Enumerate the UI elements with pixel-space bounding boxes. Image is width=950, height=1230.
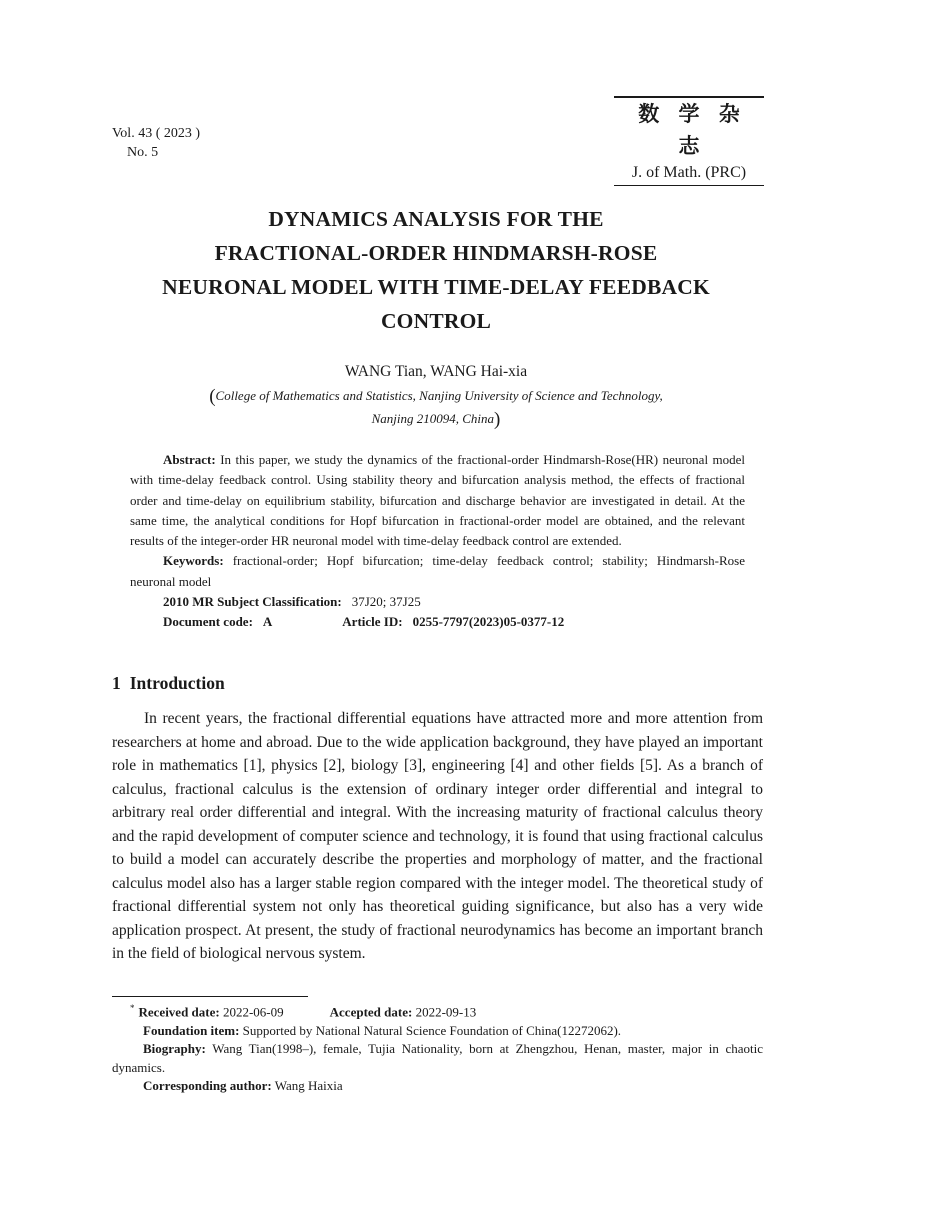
affiliation-line: Nanjing 210094, China [371,411,495,426]
journal-name-chinese: 数 学 杂 志 [638,102,746,158]
volume-info [112,124,200,162]
received-label: Received date: [138,1004,220,1020]
section-title: Introduction [129,673,225,693]
keywords-text: fractional-order; Hopf bifurcation; time-delay feedback control; stability; Hindmarsh-Rose neuronal model [130,553,745,589]
document-code-line [130,612,745,632]
footnote-marker: * [130,1003,135,1013]
section-heading [112,671,225,695]
section-number: 1 [112,673,121,693]
footnote-biography [112,1040,763,1077]
paper-title [100,202,772,338]
accepted-date: 2022-09-13 [415,1004,477,1020]
affiliation-line: College of Mathematics and Statistics, Nanjing University of Science and Technology, [215,388,663,403]
msc-line [130,592,745,612]
footnote-dates [112,999,763,1022]
abstract-text: In this paper, we study the dynamics of the fractional-order Hindmarsh-Rose(HR) neuronal model with time-delay feedback control. Using stability theory and bifurcation analysis method, the effects of fractional order and time-delay on equilibrium stability, bifurcation and discharge behavior are investigated in detail. At the same time, the analytical conditions for Hopf bifurcation in fractional-order model are obtained, and the relevant results of the integer-order HR neuronal model with time-delay feedback control are extended. [130,452,746,549]
corresponding-author: Wang Haixia [274,1078,343,1094]
abstract-label: Abstract: [163,452,216,467]
body-paragraph: In recent years, the fractional differential equations have attracted more and more attention from researchers at home and abroad. Due to the wide application background, they have played an important role in mathematics [1], physics [2], biology [3], engineering [4] and other fields [5]. As a branch of calculus, fractional calculus is the extension of ordinary integer order differential and integral to arbitrary real order differential and integral. With the increasing maturity of fractional calculus theory and the rapid development of computer science and technology, it is found that using fractional calculus to build a model can accurately describe the properties and morphology of matter, and the fractional calculus model also has a larger stable region compared with the integer model. The theoretical study of fractional differential system not only has theoretical guiding significance, but also has a very wide application prospect. At present, the study of fractional neurodynamics has become an important branch in the field of biological nervous system. [112,710,763,962]
footnote-foundation [112,1022,763,1041]
introduction-body [112,707,763,966]
title-line: DYNAMICS ANALYSIS FOR THE [268,207,604,231]
footnotes [112,999,763,1096]
issue-number: No. 5 [127,145,159,160]
affiliation: (College of Mathematics and Statistics, Nanjing University of Science and Technology, Nanjing 210094, China) [209,386,663,430]
foundation-label: Foundation item: [143,1022,240,1038]
msc-label: 2010 MR Subject Classification: [163,594,342,610]
biography-label: Biography: [143,1041,206,1057]
article-id-label: Article ID: [342,614,403,630]
keywords-paragraph [130,551,745,592]
footnote-corresponding [112,1077,763,1096]
volume-label: Vol. 43 ( 2023 ) [112,126,201,141]
journal-name-english: J. of Math. (PRC) [614,162,764,186]
article-id-value: 0255-7797(2023)05-0377-12 [412,614,565,630]
biography-text: Wang Tian(1998–), female, Tujia Nationality, born at Zhengzhou, Henan, master, major in chaotic dynamics. [112,1041,763,1075]
title-line: FRACTIONAL-ORDER HINDMARSH-ROSE [214,241,658,265]
accepted-label: Accepted date: [329,1004,413,1020]
corresponding-label: Corresponding author: [143,1078,272,1094]
keywords-label: Keywords: [163,553,224,569]
document-code-label: Document code: [163,614,253,630]
journal-masthead [614,96,764,186]
foundation-text: Supported by National Natural Science Foundation of China(12272062). [242,1022,622,1038]
msc-value: 37J20; 37J25 [351,594,421,610]
footnote-rule [112,996,308,997]
abstract-paragraph [130,450,745,551]
document-code-value: A [262,614,273,630]
authors: WANG Tian, WANG Hai-xia [344,363,528,380]
abstract-block [130,450,745,633]
received-date: 2022-06-09 [222,1004,284,1020]
title-line: NEURONAL MODEL WITH TIME-DELAY FEEDBACK [162,275,710,299]
title-line: CONTROL [380,309,492,333]
